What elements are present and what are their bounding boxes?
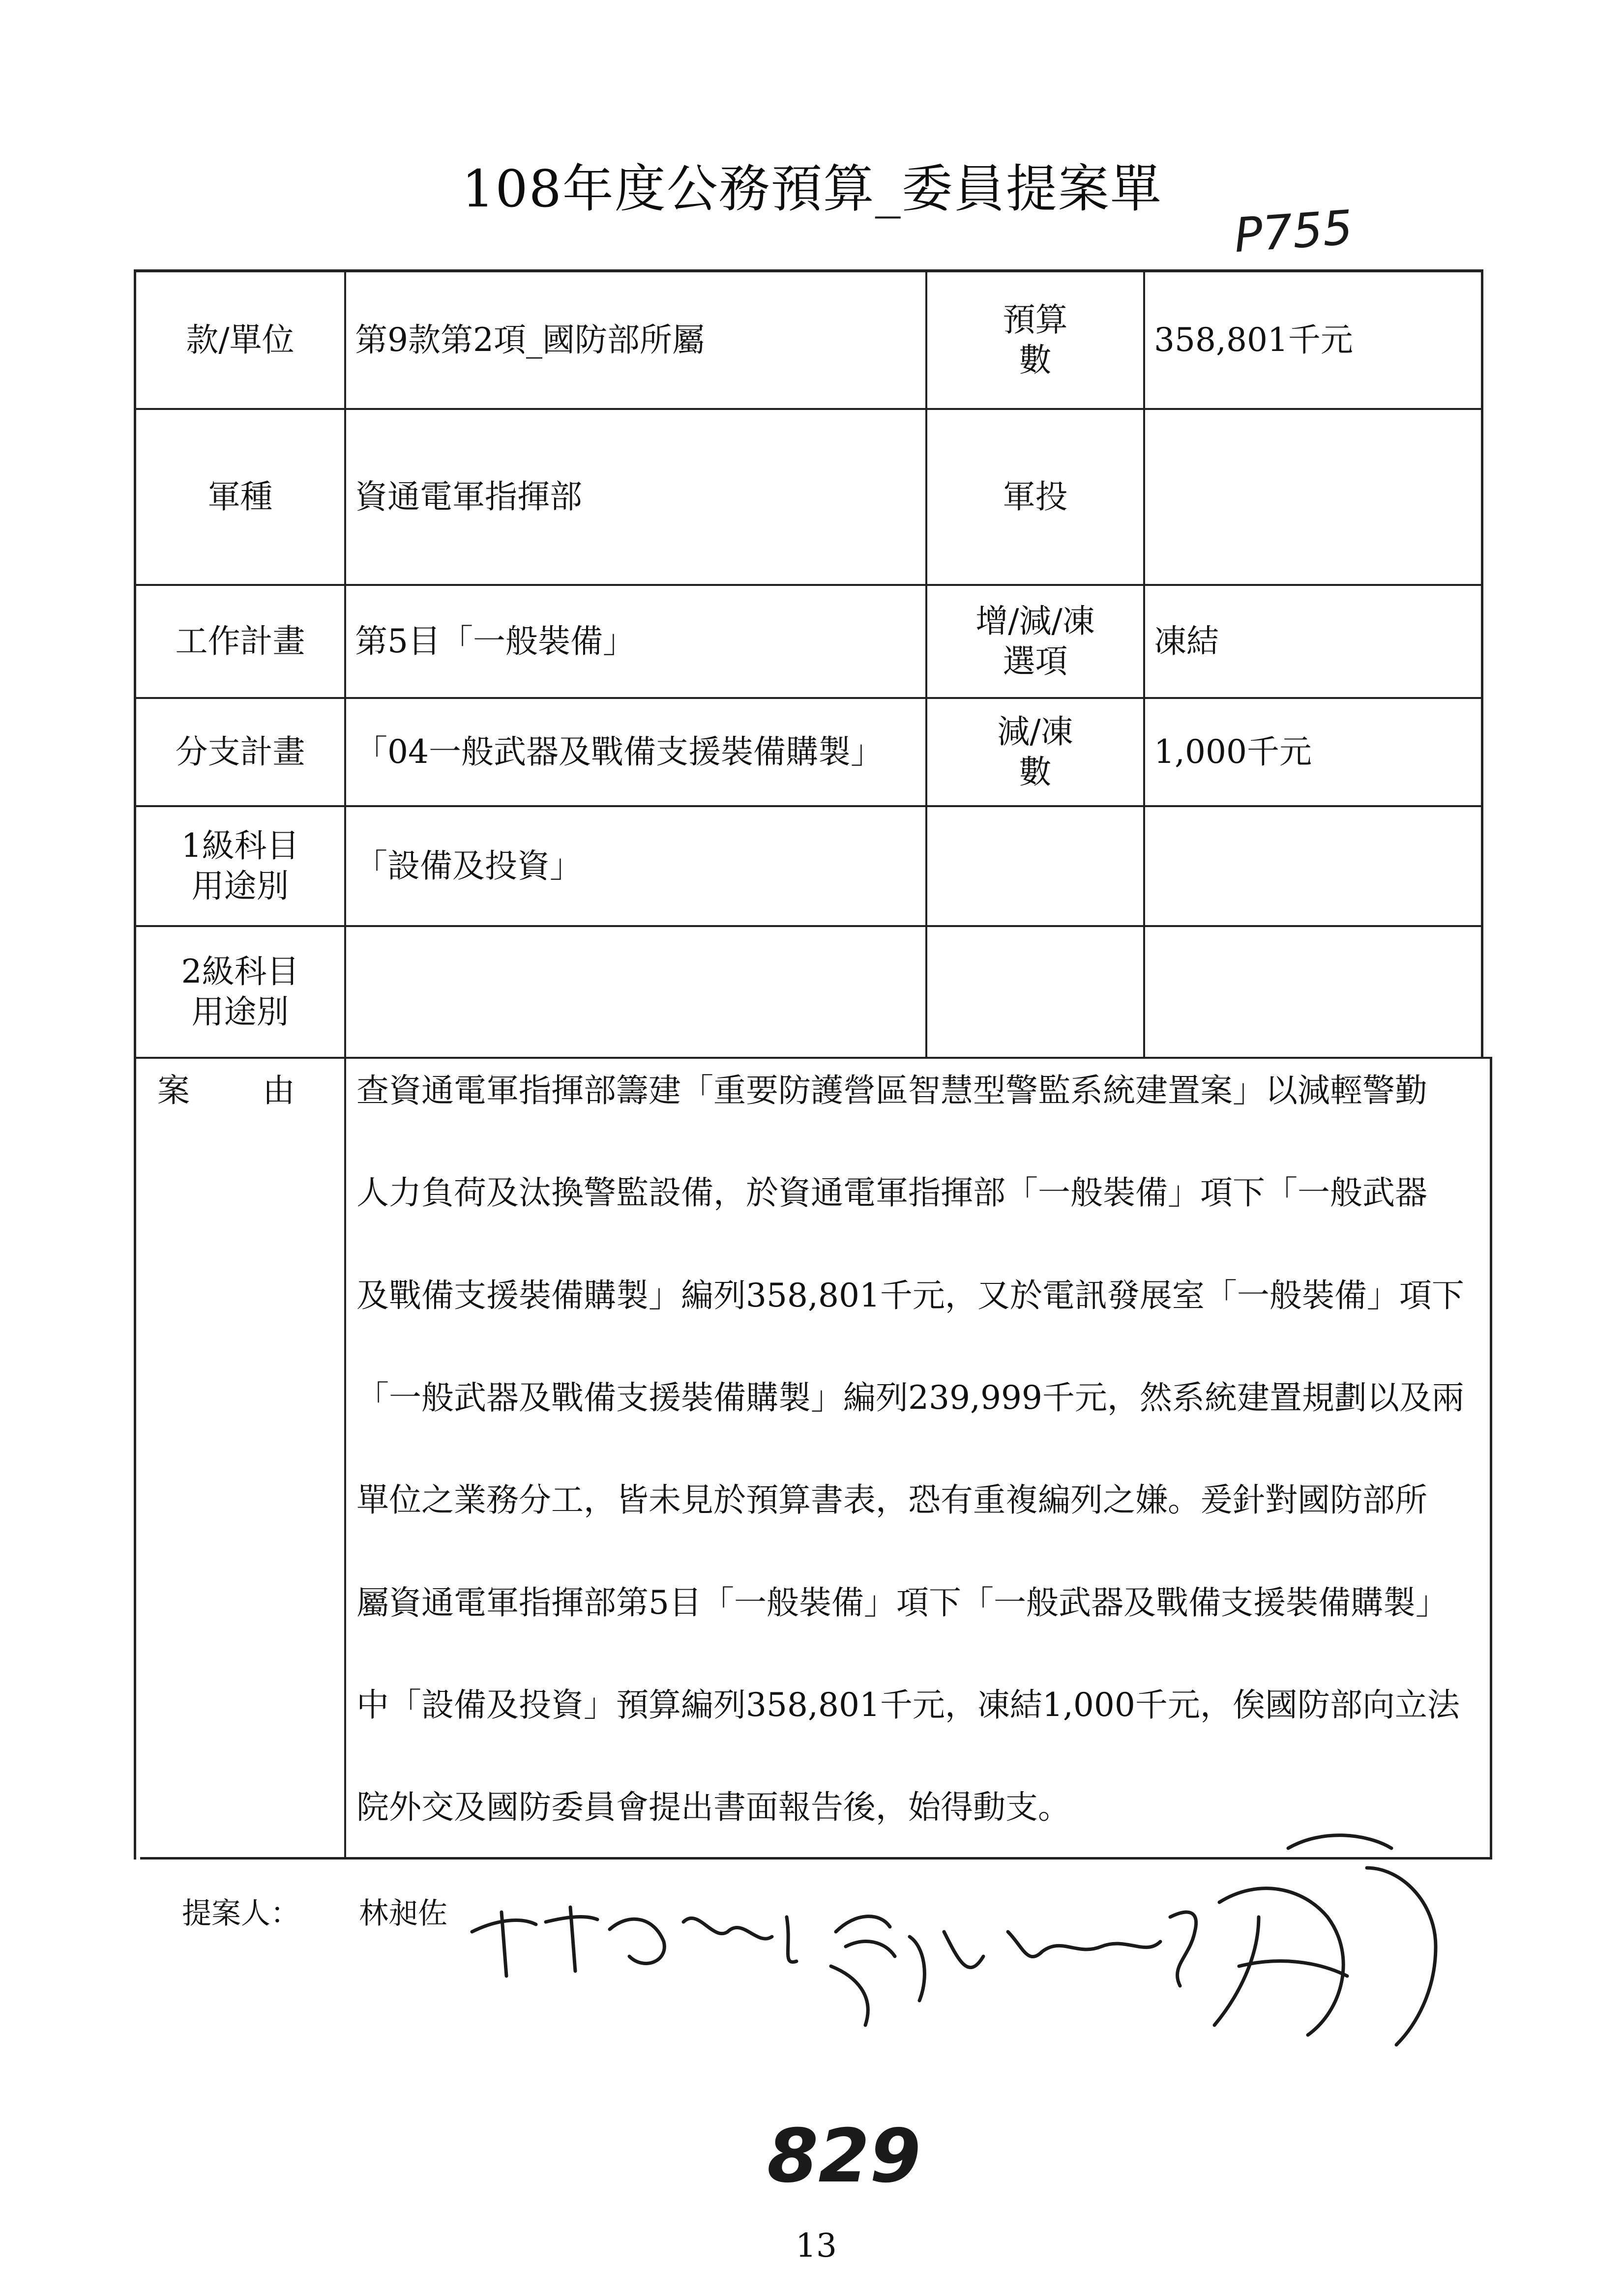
row-empty-cell (927, 927, 1143, 1057)
row-empty-cell (927, 807, 1143, 925)
row-label-level1-account: 1級科目 用途別 (181, 826, 299, 905)
table-border-right (1490, 1057, 1492, 1860)
reason-text-line: 「一般武器及戰備支援裝備購製」編列239,999千元，然系統建置規劃以及兩 (356, 1379, 1464, 1417)
row-value-section-unit: 第9款第2項_國防部所屬 (355, 320, 705, 359)
row-label-service-branch: 軍種 (207, 477, 273, 516)
row-value-level1-account: 「設備及投資」 (355, 846, 582, 885)
page-number: 13 (796, 2227, 837, 2265)
reason-text-line: 人力負荷及汰換警監設備，於資通電軍指揮部「一般裝備」項下「一般武器 (356, 1174, 1427, 1212)
row-value-level2-account (346, 927, 925, 1057)
proposer-label: 提案人： (182, 1896, 300, 1931)
row-label-cut-freeze-amount: 減/凍 數 (997, 712, 1073, 791)
row-label-branch-plan: 分支計畫 (175, 732, 305, 771)
table-border-right (1481, 269, 1483, 1058)
row-label-action-option: 增/減/凍 選項 (975, 602, 1095, 680)
proposer-name: 林昶佐 (359, 1896, 447, 1931)
signature-stroke (831, 1917, 1160, 2025)
row-empty-cell (1145, 807, 1481, 925)
row-value-budget-amount: 358,801千元 (1154, 320, 1353, 359)
reason-text-line: 單位之業務分工，皆未見於預算書表，恐有重複編列之嫌。爰針對國防部所 (356, 1481, 1427, 1519)
signature-stroke (472, 1907, 797, 1976)
reason-text-line: 院外交及國防委員會提出書面報告後，始得動支。 (356, 1788, 1070, 1826)
reason-text-line: 查資通電軍指揮部籌建「重要防護營區智慧型警監系統建置案」以減輕警勤 (356, 1072, 1427, 1109)
reason-label: 案 由 (157, 1072, 295, 1109)
row-label-section-unit: 款/單位 (186, 320, 295, 359)
handwritten-page-reference: P755 (1232, 200, 1355, 263)
row-value-cut-freeze-amount: 1,000千元 (1154, 732, 1312, 771)
row-value-work-plan: 第5目「一般裝備」 (355, 622, 635, 660)
row-label-level2-account: 2級科目 用途別 (181, 952, 299, 1031)
reason-text-line: 中「設備及投資」預算編列358,801千元，凍結1,000千元，俟國防部向立法 (356, 1686, 1460, 1724)
row-label-work-plan: 工作計畫 (175, 622, 305, 660)
signature-stroke (1170, 1835, 1436, 2045)
row-value-branch-plan: 「04一般武器及戰備支援裝備購製」 (355, 732, 883, 771)
reason-text-line: 屬資通電軍指揮部第5目「一般裝備」項下「一般武器及戰備支援裝備購製」 (356, 1584, 1448, 1622)
row-value-action-option: 凍結 (1154, 622, 1219, 660)
row-label-budget-amount: 預算 數 (1003, 300, 1068, 379)
row-value-military-investment (1145, 410, 1481, 584)
row-label-military-investment: 軍投 (1003, 477, 1068, 516)
row-empty-cell (1145, 927, 1481, 1057)
row-value-service-branch: 資通電軍指揮部 (355, 477, 582, 516)
table-row-divider (134, 1057, 1491, 1059)
handwritten-page-stamp: 829 (767, 2114, 921, 2199)
document-title: 108年度公務預算_委員提案單 (462, 159, 1162, 219)
reason-text-line: 及戰備支援裝備購製」編列358,801千元，又於電訊發展室「一般裝備」項下 (356, 1277, 1464, 1314)
table-border-bottom (140, 1857, 1492, 1860)
